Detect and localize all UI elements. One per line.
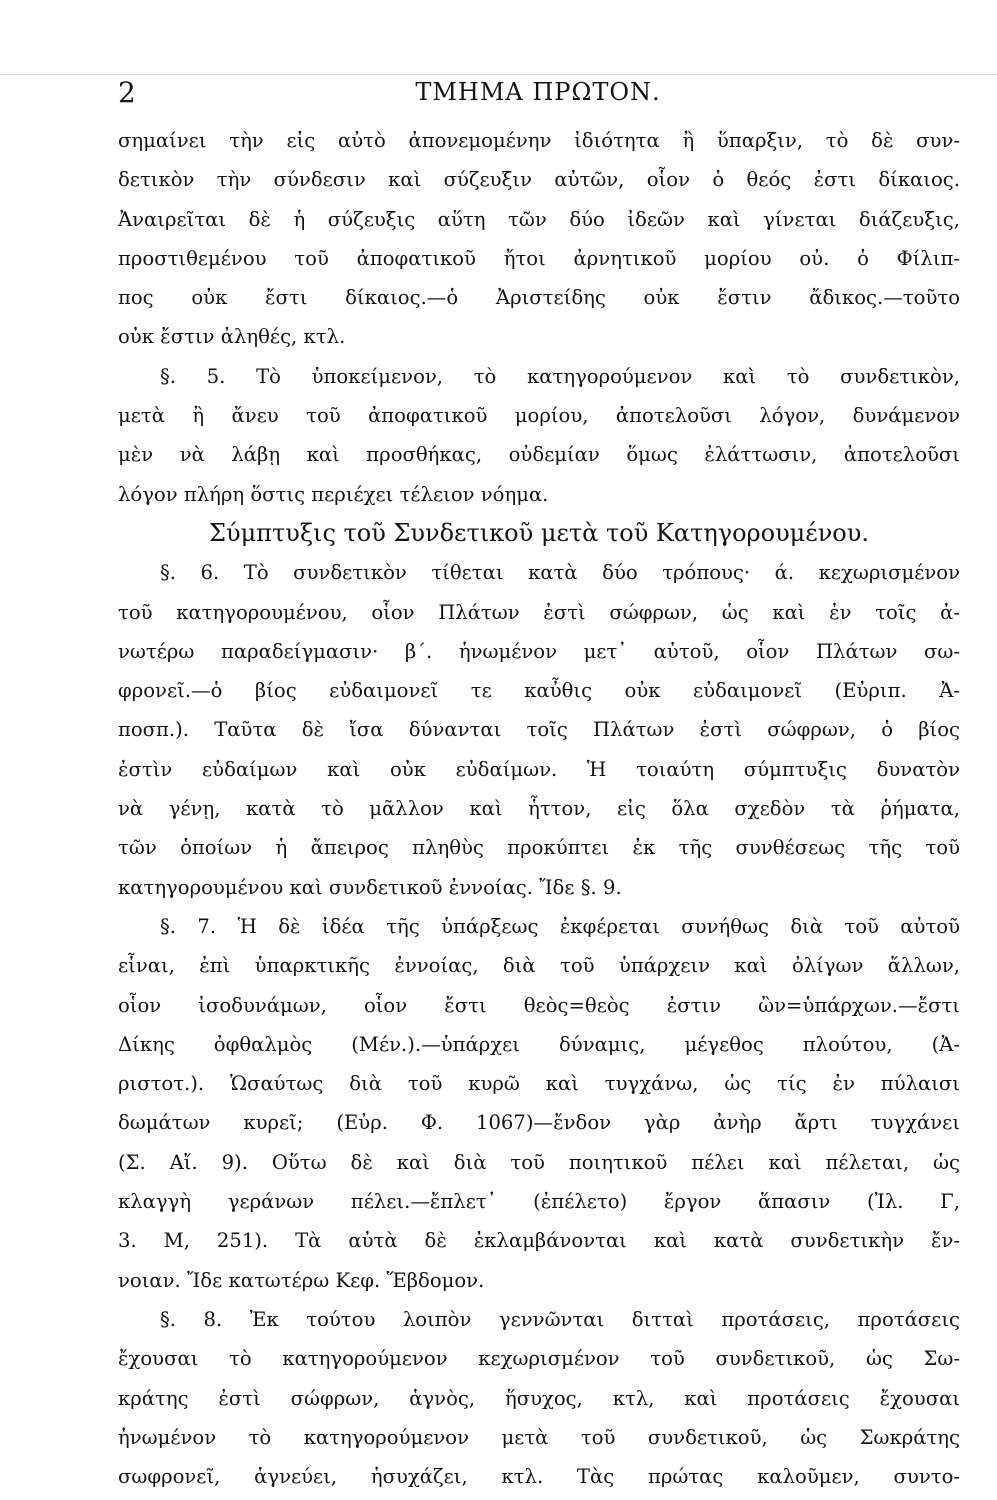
text-line: οἷον ἰσοδυνάμων, οἷον ἔστι θεὸς=θεὸς ἐστιν ὢν=ὑπάρχων.—ἔστι xyxy=(118,993,960,1017)
section-8-start: §. 8. Ἐκ τούτου λοιπὸν γεννῶνται διτταὶ προτάσεις, προτάσεις xyxy=(160,1307,960,1331)
text-line: ποσπ.). Ταῦτα δὲ ἴσα δύνανται τοῖς Πλάτων ἐστὶ σώφρων, ὁ βίος xyxy=(118,718,960,742)
running-title: ΤΜΗΜΑ ΠΡΩΤΟΝ. xyxy=(415,78,661,106)
text-line: οὐκ ἔστιν ἀληθές, κτλ. xyxy=(118,325,346,349)
text-line: λόγον πλήρη ὅστις περιέχει τέλειον νόημα. xyxy=(118,482,549,506)
text-line: νοιαν. Ἴδε κατωτέρω Κεφ. Ἕβδομον. xyxy=(118,1268,485,1292)
section-6-start: §. 6. Τὸ συνδετικὸν τίθεται κατὰ δύο τρόπους· ά. κεχωρισμένον xyxy=(160,561,960,585)
bleed-through-line xyxy=(0,74,997,75)
text-line: κατηγορουμένου καὶ συνδετικοῦ ἐννοίας. Ἴδε §. 9. xyxy=(118,875,622,899)
text-line: Δίκης ὀφθαλμὸς (Μέν.).—ὑπάρχει δύναμις, μέγεθος πλούτου, (Ἀ- xyxy=(118,1032,960,1056)
text-line: νὰ γένῃ, κατὰ τὸ μᾶλλον καὶ ἧττον, εἰς ὅλα σχεδὸν τὰ ῥήματα, xyxy=(118,797,960,821)
text-line: μὲν νὰ λάβῃ καὶ προσθήκας, οὐδεμίαν ὅμως ἐλάττωσιν, ἀποτελοῦσι xyxy=(118,443,960,467)
text-line: φρονεῖ.—ὁ βίος εὐδαιμονεῖ τε καὖθις οὐκ εὐδαιμονεῖ (Εὐριπ. Ἀ- xyxy=(118,679,960,703)
page-header xyxy=(118,76,958,120)
section-5-start: §. 5. Τὸ ὑποκείμενον, τὸ κατηγορούμενον καὶ τὸ συνδετικὸν, xyxy=(160,364,960,388)
text-line: νωτέρω παραδείγμασιν· β΄. ἡνωμένον μετ᾽ αὐτοῦ, οἷον Πλάτων σω- xyxy=(118,639,960,663)
text-line: κλαγγὴ γεράνων πέλει.—ἔπλετ᾽ (ἐπέλετο) ἔργον ἅπασιν (Ἰλ. Γ, xyxy=(118,1190,960,1214)
page-number: 2 xyxy=(118,76,136,109)
text-line: μετὰ ἢ ἄνευ τοῦ ἀποφατικοῦ μορίου, ἀποτελοῦσι λόγον, δυνάμενον xyxy=(118,404,960,428)
text-line: (Σ. Αἴ. 9). Οὕτω δὲ καὶ διὰ τοῦ ποιητικοῦ πέλει καὶ πέλεται, ὡς xyxy=(118,1150,960,1174)
text-line: πος οὐκ ἔστι δίκαιος.—ὁ Ἀριστείδης οὐκ ἔστιν ἄδικος.—τοῦτο xyxy=(118,286,960,310)
text-line: κράτης ἐστὶ σώφρων, ἁγνὸς, ἥσυχος, κτλ, καὶ προτάσεις ἔχουσαι xyxy=(118,1386,960,1410)
text-line: ἔχουσαι τὸ κατηγορούμενον κεχωρισμένον τοῦ συνδετικοῦ, ὡς Σω- xyxy=(118,1347,960,1371)
text-line: τοῦ κατηγορουμένου, οἷον Πλάτων ἐστὶ σώφρων, ὡς καὶ ἐν τοῖς ἀ- xyxy=(118,600,960,624)
text-line: ριστοτ.). Ὡσαύτως διὰ τοῦ κυρῶ καὶ τυγχάνω, ὡς τίς ἐν πύλαισι xyxy=(118,1072,960,1096)
text-line: δωμάτων κυρεῖ; (Εὐρ. Φ. 1067)—ἔνδον γὰρ ἀνὴρ ἄρτι τυγχάνει xyxy=(118,1111,960,1135)
section-heading: Σύμπτυξις τοῦ Συνδετικοῦ μετὰ τοῦ Κατηγορουμένου. xyxy=(209,518,869,547)
text-line: ἐστὶν εὐδαίμων καὶ οὐκ εὐδαίμων. Ἡ τοιαύτη σύμπτυξις δυνατὸν xyxy=(118,757,960,781)
body-text xyxy=(118,121,960,1496)
text-line: σημαίνει τὴν εἰς αὐτὸ ἀπονεμομένην ἰδιότητα ἢ ὕπαρξιν, τὸ δὲ συν- xyxy=(118,129,960,152)
text-line: δετικὸν τὴν σύνδεσιν καὶ σύζευξιν αὐτῶν, οἷον ὁ θεός ἐστι δίκαιος. xyxy=(118,168,960,192)
text-line: εἶναι, ἐπὶ ὑπαρκτικῆς ἐννοίας, διὰ τοῦ ὑπάρχειν καὶ ὀλίγων ἄλλων, xyxy=(118,954,960,978)
text-line: 3. Μ, 251). Τὰ αὐτὰ δὲ ἐκλαμβάνονται καὶ κατὰ συνδετικὴν ἔν- xyxy=(118,1229,960,1253)
text-line: τῶν ὁποίων ἡ ἄπειρος πληθὺς προκύπτει ἐκ τῆς συνθέσεως τῆς τοῦ xyxy=(118,836,960,860)
text-line: Ἀναιρεῖται δὲ ἡ σύζευξις αὕτη τῶν δύο ἰδεῶν καὶ γίνεται διάζευξις, xyxy=(118,207,960,231)
text-line: ἡνωμένον τὸ κατηγορούμενον μετὰ τοῦ συνδετικοῦ, ὡς Σωκράτης xyxy=(118,1425,960,1449)
text-line: σωφρονεῖ, ἁγνεύει, ἡσυχάζει, κτλ. Τὰς πρώτας καλοῦμεν, συντο- xyxy=(118,1465,960,1489)
text-line: προστιθεμένου τοῦ ἀποφατικοῦ ἤτοι ἀρνητικοῦ μορίου οὐ. ὁ Φίλιπ- xyxy=(118,246,960,270)
section-7-start: §. 7. Ἡ δὲ ἰδέα τῆς ὑπάρξεως ἐκφέρεται συνήθως διὰ τοῦ αὐτοῦ xyxy=(160,914,960,938)
